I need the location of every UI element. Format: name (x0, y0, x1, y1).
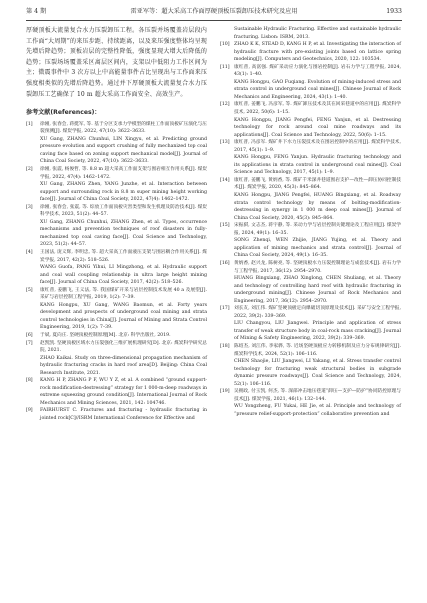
reference-number: [11] (220, 64, 230, 70)
reference-entry (220, 79, 401, 102)
reference-text: KANG Hongpu, JIANG Pengfei, FENG Yanjun, et al. Destressing technology for rock around coal mine roadways and its applications[J]. Coal Science and Technology, 2022, 50(6): 1–15. (234, 117, 401, 138)
reference-text: WU Yongzheng, FU Yukai, HE Jie, et al. Principle and technology of “pressure relief-support-protection” collaborative prevention and (234, 404, 401, 417)
reference-entry (26, 136, 207, 166)
reference-text: XU Gang, ZHANG Zhen, YANG Junzhe, et al. Interaction between support and surrounding rock in 8.8 m super mining height working face[J]. Journal of China Coal Society, 2022, 47(4): 1462–1472. (40, 182, 207, 203)
reference-entry (220, 101, 401, 116)
reference-number (220, 79, 234, 102)
reference-entry (26, 302, 207, 332)
reference-number (220, 320, 234, 343)
reference-entry (220, 320, 401, 343)
reference-entry (220, 343, 401, 358)
reference-entry (220, 358, 401, 388)
reference-continuation: Sustainable Hydraulic Fracturing. Effective and sustainable hydraulic fracturing. Lisbon: ISRM, 2013. (234, 27, 401, 40)
reference-list-left (26, 121, 207, 423)
reference-number: [5] (26, 287, 33, 293)
header-rule (26, 20, 402, 21)
reference-number (26, 136, 40, 166)
reference-text: KANG Hongpu, FENG Yanjun. Hydraulic fracturing technology and its applications in strata control in underground coal mines[J]. Coal Science and Technology, 2017, 45(1): 1–9. (234, 155, 401, 176)
reference-number: [16] (220, 260, 230, 266)
reference-text: HUANG Bingxiang, ZHAO Xinglong, CHEN Shuliang, et al. Theory and technology of controlling hard roof with hydraulic fracturing in underground mining[J]. Chinese Journal of Rock Mechanics and Engineering, 2017, 36(12): 2954–2970. (234, 276, 401, 304)
reference-number (26, 302, 40, 332)
page-number: 1933 (386, 8, 402, 15)
reference-text: KANG Hongpu, XU Gang, WANG Baomun, et al. Forty years development and prospects of underground coal mining and strata control technologies in China[J]. Journal of Mining and Strata Control Engineering, 2019, 1(2): 7–39. (40, 302, 207, 331)
reference-text: WANG Guofa, PANG Yihui, LI Mingzhong, et al. Hydraulic support and coal wall coupling relationship in ultra large height mining face[J]. Journal of China Coal Society, 2017, 42(2): 518–526. (40, 265, 207, 286)
reference-text: 于斌, 夏向庄. 坚硬顶板控制原理[M]. 北京: 科学出版社, 2019. (40, 333, 171, 339)
reference-text: KANG Hongpu, JIANG Pengfei, HUANG Bingxiang, et al. Roadway strata control technology by means of bolting-modification-destressing in synergy in 1 000 m deep coal mines[J]. Journal of China Coal Society, 2020, 45(3): 845–864. (234, 193, 401, 221)
reference-text: 宋振骐, 文志杰, 蒋宇静, 等. 采动力学与岩层控制关键理论及工程应用[J]. 煤炭学报, 2024, 49(1): 16–35. (234, 223, 401, 236)
reference-text: CHEN Shaojie, LIU Jiangwei, LI Yakang, et al. Stress transfer control technology for fracturing weak structural bodies in subgrade dynamic pressure roadways[J]. Coal Science and Technology, 2024, 52(1): 106–116. (234, 359, 401, 387)
reference-number: [6] (26, 333, 33, 339)
reference-number (220, 117, 234, 140)
reference-number: [13] (220, 140, 230, 146)
reference-number (26, 219, 40, 249)
reference-text: 康红普, 姜鹏飞, 黄炳香, 等. 煤矿千米深井巷道围岩支护—改性—卸压协同控制技术[J]. 煤炭学报, 2020, 45(3): 845–864. (234, 177, 401, 191)
reference-number: [9] (26, 408, 33, 414)
reference-entry (220, 192, 401, 222)
reference-text: SONG Zhenqi, WEN Zhijie, JIANG Yujing, et al. Theory and application of mining mechanics and strata control[J]. Journal of China Coal Society, 2024, 49(1): 16–35. (234, 238, 401, 259)
reference-entry (220, 154, 401, 177)
left-column (26, 26, 207, 423)
reference-number: [18] (220, 343, 230, 349)
reference-entry (220, 41, 401, 64)
reference-entry (26, 166, 207, 181)
reference-number (220, 275, 234, 305)
reference-entry (220, 403, 401, 418)
reference-text: 康红普, 高富强. 煤矿采动应力演化与围岩控制[J]. 岩石力学与工程学报, 2024, 43(1): 1–40. (234, 64, 401, 78)
reference-text: 徐刚, 张春会, 张震, 等. 综放工作面顶板灾害类型和发生机理及防治技术[J]. 煤炭科学技术, 2023, 51(2): 44–57. (40, 204, 207, 218)
reference-entry (220, 139, 401, 154)
reference-text: XU Gang, ZHANG Chunhui, LIN Xingyu, et al. Predicting ground pressure evolution and support crushing of fully mechanized top coal caving face based on zoning support mechanical model[J]. Journal of China Coal Society, 2022, 47(10): 3622–3633. (40, 136, 207, 165)
reference-entry (26, 355, 207, 378)
reference-entry (220, 64, 401, 79)
running-header (26, 6, 402, 18)
reference-text: 徐刚, 张震, 杨俊哲, 等. 8.8 m 超大采高工作面支架与围岩相互作用关系[J]. 煤炭学报, 2022, 47(4): 1462–1472. (40, 166, 207, 180)
reference-number: [8] (26, 378, 33, 384)
reference-text: 康红普, 姜鹏飞, 王义法, 等. 我国煤矿开采与岩层控制技术发展 40 a 及展望[J]. 采矿与岩层控制工程学报, 2019, 1(2): 7–39. (40, 287, 207, 301)
reference-number (220, 154, 234, 177)
reference-text: KANG Hongpu, GAO Fuqiang. Evolution of mining-induced stress and strata control in underground coal mines[J]. Chinese Journal of Rock Mechanics and Engineering, 2024, 43(1): 1–40. (234, 79, 401, 100)
reference-entry (26, 121, 207, 136)
issue-number: 第 4 期 (26, 8, 47, 15)
reference-text: LIU Changyou, LIU Jiangwei. Principle and application of stress transfer of weak structure body in coal-rock mass cracking[J]. Journal of Mining & Safety Engineering, 2022, 39(2): 339–369. (234, 321, 401, 342)
reference-text: KANG H P, ZHANG P F, WU Y Z, et al. A combined “ground support-rock modification-destressing” strategy for 1 000-m-deep roadways in extreme squeezing ground condition[J]. International Journal of Rock Mechanics and Mining Sciences, 2021, 142: 104746. (40, 378, 207, 406)
right-column (220, 26, 401, 418)
reference-text: FAIRHURST C. Fractures and fracturing - hydraulic fracturing in jointed rock[C]//ISRM International Conference for Effective and (40, 408, 207, 422)
reference-entry (220, 305, 401, 320)
running-title: 雷亚军等：超大采高工作面厚硬顶板压裂卸压技术研究及应用 (130, 8, 298, 15)
reference-text: ZHAO Kaikai. Study on three-dimensional propagation mechanism of hydraulic fracturing cracks in hard roof area[D]. Beijing: China Coal Research Institute, 2021. (40, 355, 207, 376)
reference-entry (220, 260, 401, 275)
reference-number: [10] (220, 42, 230, 48)
reference-number (220, 403, 234, 418)
reference-number (220, 358, 234, 388)
reference-number (26, 264, 40, 287)
reference-entry (26, 219, 207, 249)
reference-number (26, 181, 40, 204)
reference-text: 康红普, 姜鹏飞, 冯彦军, 等. 煤矿卸压技术及其在回采巷道中的应用[J]. 煤炭科学技术, 2022, 50(6): 1–15. (234, 102, 401, 116)
reference-number (220, 192, 234, 222)
references-heading: 参考文献(References)： (26, 109, 101, 117)
reference-number: [3] (26, 204, 33, 210)
reference-number: [14] (220, 177, 230, 183)
reference-number: [4] (26, 250, 33, 255)
reference-entry (26, 249, 207, 264)
reference-number: [7] (26, 340, 33, 346)
reference-text: 黄炳香, 赵兴龙, 陈树亮, 等. 坚硬顶板水力压裂控制理论与成套技术[J]. 岩石力学与工程学报, 2017, 36(12): 2954–2970. (234, 260, 401, 274)
reference-entry (26, 377, 207, 407)
reference-entry (26, 287, 207, 302)
reference-text: ZHAO K K, STEAD D, KANG H P, et al. Investigating the interaction of hydraulic fracture with pre-existing joints based on lattice spring modeling[J]. Computers and Geotechnics, 2020, 122: 103534. (234, 42, 401, 63)
reference-text: 王国法, 庞义辉, 李明忠, 等. 超大采高工作面液压支架与围岩耦合作用关系[J]. 煤炭学报, 2017, 42(2): 518–526. (40, 250, 207, 263)
reference-number: [1] (26, 121, 33, 127)
reference-text: 赵凯凯. 坚硬顶板区域水力压裂强化三维扩展机理研究[D]. 北京: 煤炭科学研究总院, 2021. (40, 340, 207, 354)
reference-text: 陈绍杰, 刘江伟, 李家骅, 等. 近场坚硬顶板应力转移机制及应力分布规律研究[J]. 煤炭科学技术, 2024, 52(1): 106–116. (234, 343, 401, 357)
reference-number (220, 237, 234, 260)
reference-entry (26, 204, 207, 219)
reference-text: 徐刚, 张春会, 蒋挺军, 等. 基于分区支承力学模型的煤柱工作面顶板矿压演化与压裂预测[J]. 煤炭学报, 2022, 47(10): 3622–3633. (40, 121, 207, 135)
reference-number: [12] (220, 102, 230, 108)
reference-number: [19] (220, 389, 230, 395)
reference-entry (26, 407, 207, 422)
reference-entry (220, 222, 401, 237)
reference-text: 吴拥政, 付玉凯, 何杰, 等. 深部冲击地压巷道“卸压—支护—防护”协同防控原理与技术[J]. 煤炭学报, 2021, 46(1): 132–144. (234, 389, 401, 402)
reference-entry (220, 177, 401, 192)
reference-text: XU Gang, ZHANG Chunhui, ZHANG Zhen, et al. Types, occurrence mechanisms and prevention techniques of roof disasters in fully-mechanized top coal caving face[J]. Coal Science and Technology, 2023, 51(2): 44–57. (40, 219, 207, 248)
reference-number: [17] (220, 306, 230, 312)
reference-text: 康红普, 冯彦军. 煤矿井下水力压裂技术及在围岩控制中的应用[J]. 煤炭科学技术, 2017, 45(1): 1–9. (234, 140, 401, 153)
reference-number: [2] (26, 166, 33, 172)
conclusion-paragraph: 厚硬顶板大流量复合水力压裂卸压工程。各压裂并场覆盖岩层段内工作面“大周期”的来压步距、持续距离，以及来压强度整体均呈现先增后降趋势；顶板岩层的完整性降低，强度显现大增大后降低的趋势；压裂场场覆盖采区离层区间内，支架以中低阻力工作区间为主；微震事件中 3 次方以上中高能量事件占比呈现出与工作面来压强度相类似的先增后降趋势。通过并下厚硬顶板大流量复合水力压裂卸压工艺确保了 10 m 超大采高工作面安全、高效生产。 (26, 27, 207, 98)
reference-number: [15] (220, 223, 230, 229)
reference-entry (26, 264, 207, 287)
reference-entry (220, 237, 401, 260)
reference-entry (220, 117, 401, 140)
reference-list-right (220, 41, 401, 418)
reference-entry (220, 275, 401, 305)
reference-entry (26, 340, 207, 355)
reference-number (26, 355, 40, 378)
reference-entry (26, 332, 207, 340)
reference-text: 刘长友, 刘江伟. 煤矿坚硬顶板定向爆破切顶原理及技术[J]. 采矿与安全工程学报, 2022, 39(2): 339–369. (234, 306, 401, 319)
reference-entry (26, 181, 207, 204)
reference-entry (220, 388, 401, 403)
